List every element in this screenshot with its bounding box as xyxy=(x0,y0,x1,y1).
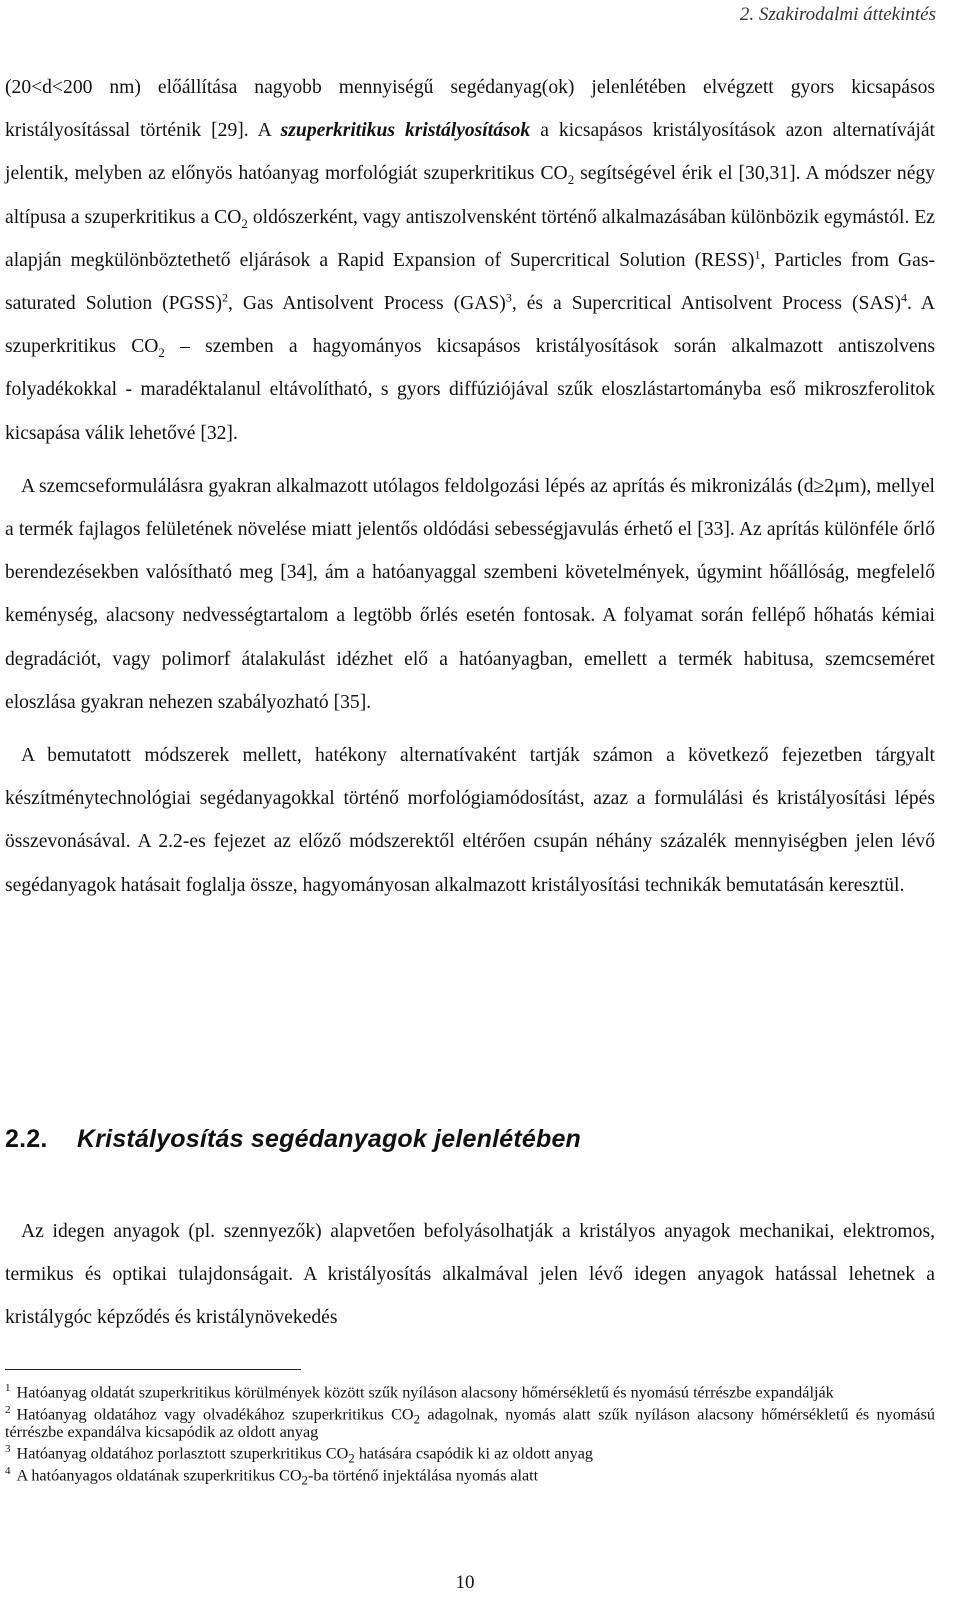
footnote-ref[interactable]: 2 xyxy=(222,290,229,305)
emphasis-term: szuperkritikus kristályosítások xyxy=(280,120,531,142)
paragraph-methods: A bemutatott módszerek mellett, hatékony alternatívaként tartják számon a következő fejezetben tárgyalt készítménytechnológiai segédanyagokkal történő morfológiamódosítást, azaz a formulálási és kristályosítási lépés összevonásával. A 2.2-es fejezet az előző módszerektől eltérően csupán néhány százalék mennyiségben jelen lévő segédanyagok hatásait foglalja össze, hagyományosan alkalmazott kristályosítási technikák bemutatásán keresztül. xyxy=(5,745,935,896)
footnote-1: $^1$ Hatóanyag oldatát szuperkritikus körülmények között szűk nyíláson alacsony hőmérsékletű és nyomású térrészbe expandálják xyxy=(5,1382,834,1402)
page-number: 10 xyxy=(455,1572,475,1593)
footnote-ref[interactable]: 3 xyxy=(505,290,512,305)
footnote-4: $^4$ A hatóanyagos oldatának szuperkritikus $CO_2-ba$ történő injektálása nyomás alatt xyxy=(5,1464,539,1488)
footnote-2: $^2$ Hatóanyag oldatához vagy olvadékához szuperkritikus $CO_2$ adagolnak, nyomás alatt szűk nyíláson alacsony hőmérsékletű és nyomású térrészbe expandálva kicsapódik az oldott anyag xyxy=(5,1403,935,1441)
running-header: 2. Szakirodalmi áttekintés xyxy=(739,4,936,25)
section-title: Kristályosítás segédanyagok jelenlétében xyxy=(77,1125,582,1153)
paragraph-milling: A szemcseformulálásra gyakran alkalmazott utólagos feldolgozási lépés az aprítás és mikronizálás (d≥2μm), mellyel a termék fajlagos felületének növelése miatt jelentős oldódási sebességjavulás érhető el [33]. Az aprítás különféle őrlő berendezésekben valósítható meg [34], ám a hatóanyaggal szembeni követelmények, úgymint hőállóság, megfelelő keménység, alacsony nedvességtartalom a legtöbb őrlés esetén fontosak. A folyamat során fellépő hőhatás kémiai degradációt, vagy polimorf átalakulást idézhet elő a hatóanyagban, emellett a termék habitusa, szemcseméret eloszlása gyakran nehezen szabályozható [35]. xyxy=(5,475,935,713)
footnote-divider xyxy=(5,1369,301,1370)
footnote-ref[interactable]: 1 xyxy=(754,247,761,262)
footnote-ref[interactable]: 4 xyxy=(901,290,908,305)
paragraph-supercritical: (20<d<200 nm) előállítása nagyobb mennyiségű segédanyag(ok) jelenlétében elvégzett gyors kicsapásos kristályosítással történik [29]. A szuperkritikus kristályosítások a kicsapásos kristályosítások azon alternatíváját jelentik, melyben az előnyös hatóanyag morfológiát szuperkritikus $CO_2$ segítségével érik el [30,31]. A módszer négy altípusa a szuperkritikus a $CO_2$ oldószerként, vagy antiszolvensként történő alkalmazásában különbözik egymástól. Ez alapján megkülönböztethető eljárások a Rapid Expansion of Supercritical Solution (RESS)$^1$, Particles from Gas-saturated Solution (PGSS)$^2$, Gas Antisolvent Process (GAS)$^3$, és a Supercritical Antisolvent Process (SAS)$^4$. A szuperkritikus $CO_2$ – szemben a hagyományos kicsapásos kristályosítások során alkalmazott antiszolvens folyadékokkal - maradéktalanul eltávolítható, s gyors diffúziójával szűk eloszlástartományba eső mikroszferolitok kicsapása válik lehetővé [32]. xyxy=(5,77,935,444)
paragraph-impurities: Az idegen anyagok (pl. szennyezők) alapvetően befolyásolhatják a kristályos anyagok mechanikai, elektromos, termikus és optikai tulajdonságait. A kristályosítás alkalmával jelen lévő idegen anyagok hatással lehetnek a kristálygóc képződés és kristálynövekedés xyxy=(5,1220,935,1328)
footnotes xyxy=(5,1380,935,1488)
body-text-section xyxy=(5,1190,935,1359)
section-number: 2.2. xyxy=(5,1125,48,1153)
body-text xyxy=(5,66,935,907)
section-heading xyxy=(5,1125,581,1154)
footnote-3: $^3$ Hatóanyag oldatához porlasztott szuperkritikus $CO_2$ hatására csapódik ki az oldott anyag xyxy=(5,1443,593,1466)
